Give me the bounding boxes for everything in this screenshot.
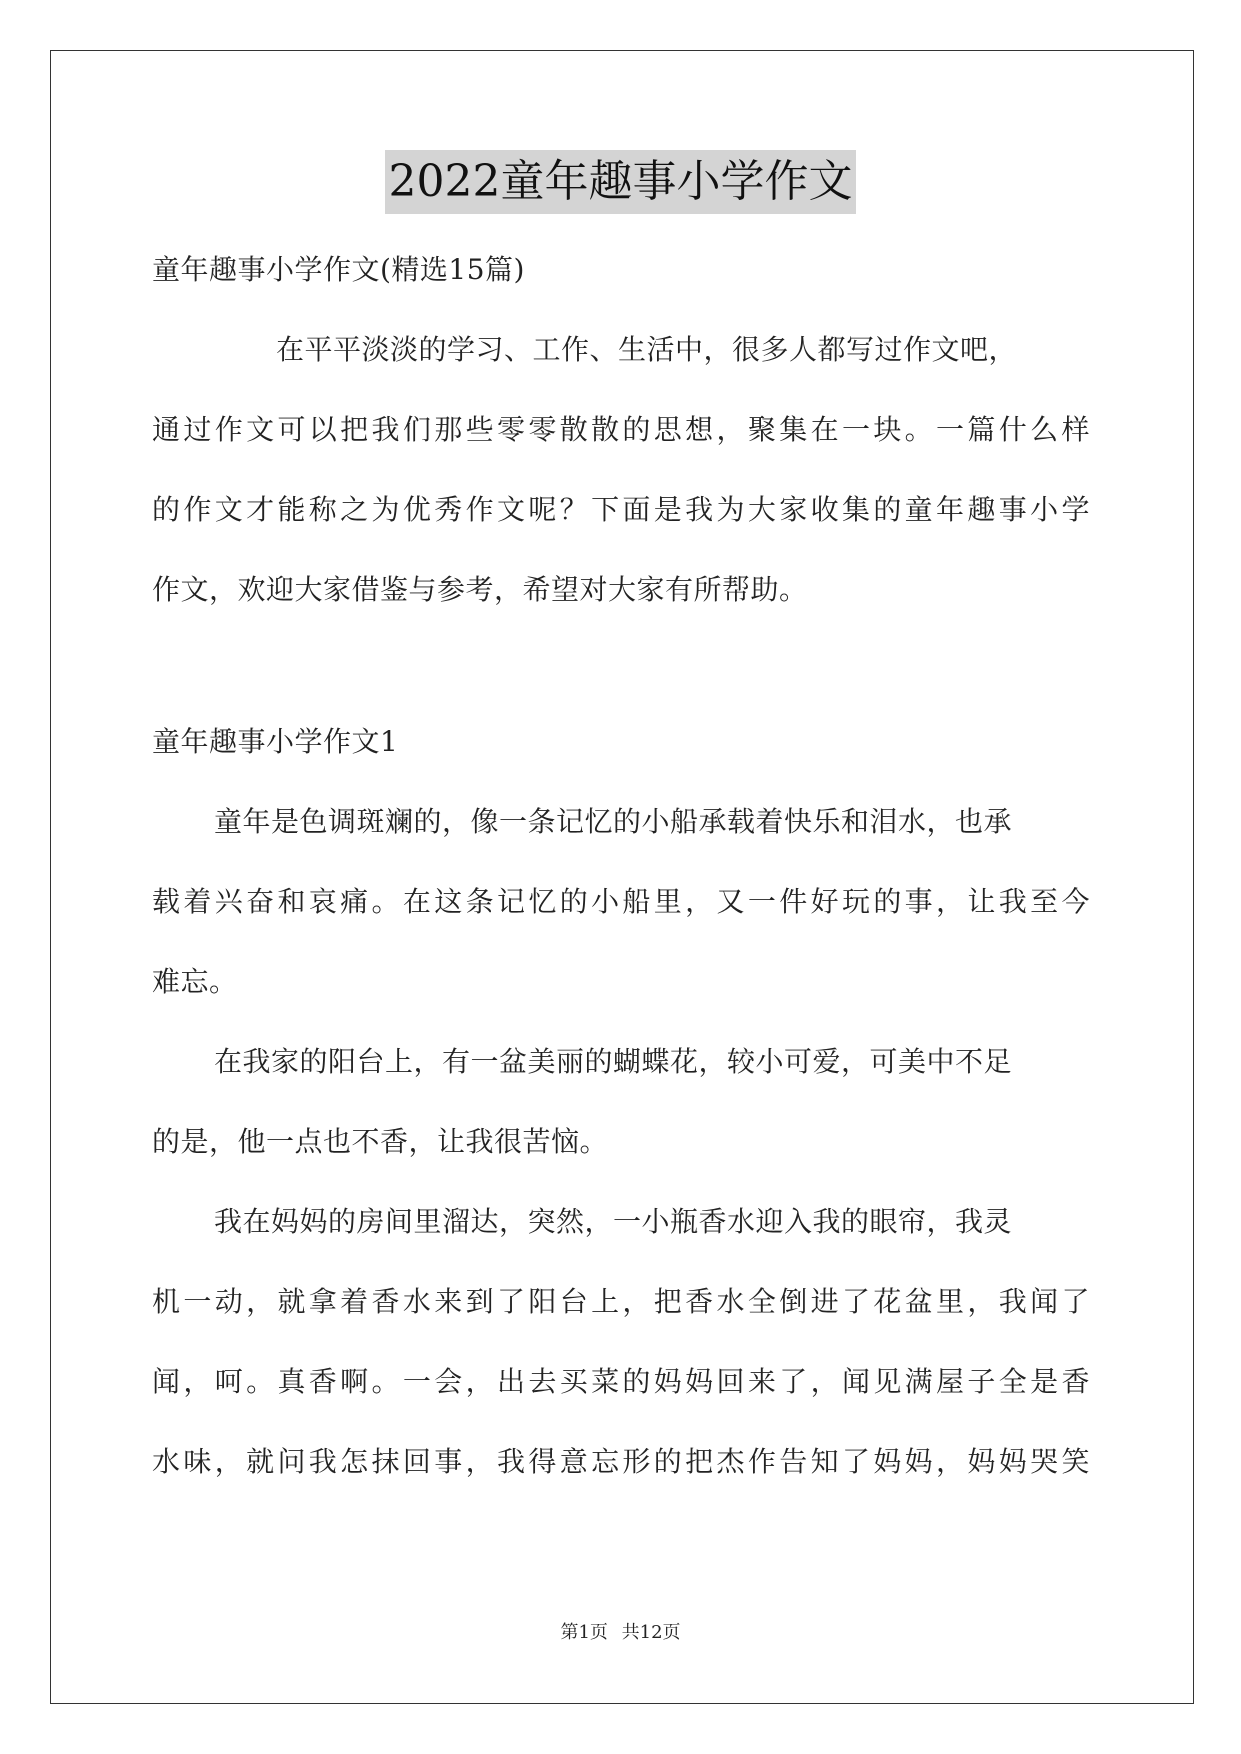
intro-line: 作文，欢迎大家借鉴与参考，希望对大家有所帮助。 (152, 573, 808, 606)
document-title: 2022童年趣事小学作文 (385, 150, 857, 214)
page-number: 第1页 (560, 1622, 608, 1643)
intro-line: 在平平淡淡的学习、工作、生活中，很多人都写过作文吧， (276, 333, 1018, 366)
intro-line: 通过作文可以把我们那些零零散散的思想，聚集在一块。一篇什么样 (152, 413, 1090, 446)
section-heading: 童年趣事小学作文1 (152, 725, 399, 758)
paragraph-line: 难忘。 (152, 965, 238, 998)
paragraph-line: 闻，呵。真香啊。一会，出去买菜的妈妈回来了，闻见满屋子全是香 (152, 1365, 1090, 1398)
document-body (152, 230, 1090, 1502)
paragraph-line: 我在妈妈的房间里溜达，突然，一小瓶香水迎入我的眼帘，我灵 (214, 1205, 1013, 1238)
paragraph-line: 童年是色调斑斓的，像一条记忆的小船承载着快乐和泪水，也承 (214, 805, 1013, 838)
title-container (0, 150, 1241, 214)
section-spacer (152, 630, 1090, 702)
paragraph-line: 的是，他一点也不香，让我很苦恼。 (152, 1125, 609, 1158)
paragraph-line: 载着兴奋和哀痛。在这条记忆的小船里，又一件好玩的事，让我至今 (152, 885, 1090, 918)
subtitle: 童年趣事小学作文(精选15篇) (152, 253, 525, 286)
page-total: 共12页 (621, 1622, 681, 1643)
page-footer (0, 1618, 1241, 1644)
paragraph-line: 在我家的阳台上，有一盆美丽的蝴蝶花，较小可爱，可美中不足 (214, 1045, 1013, 1078)
intro-line: 的作文才能称之为优秀作文呢？下面是我为大家收集的童年趣事小学 (152, 493, 1090, 526)
paragraph-line: 机一动，就拿着香水来到了阳台上，把香水全倒进了花盆里，我闻了 (152, 1285, 1090, 1318)
paragraph-line: 水味，就问我怎抹回事，我得意忘形的把杰作告知了妈妈，妈妈哭笑 (152, 1445, 1090, 1478)
